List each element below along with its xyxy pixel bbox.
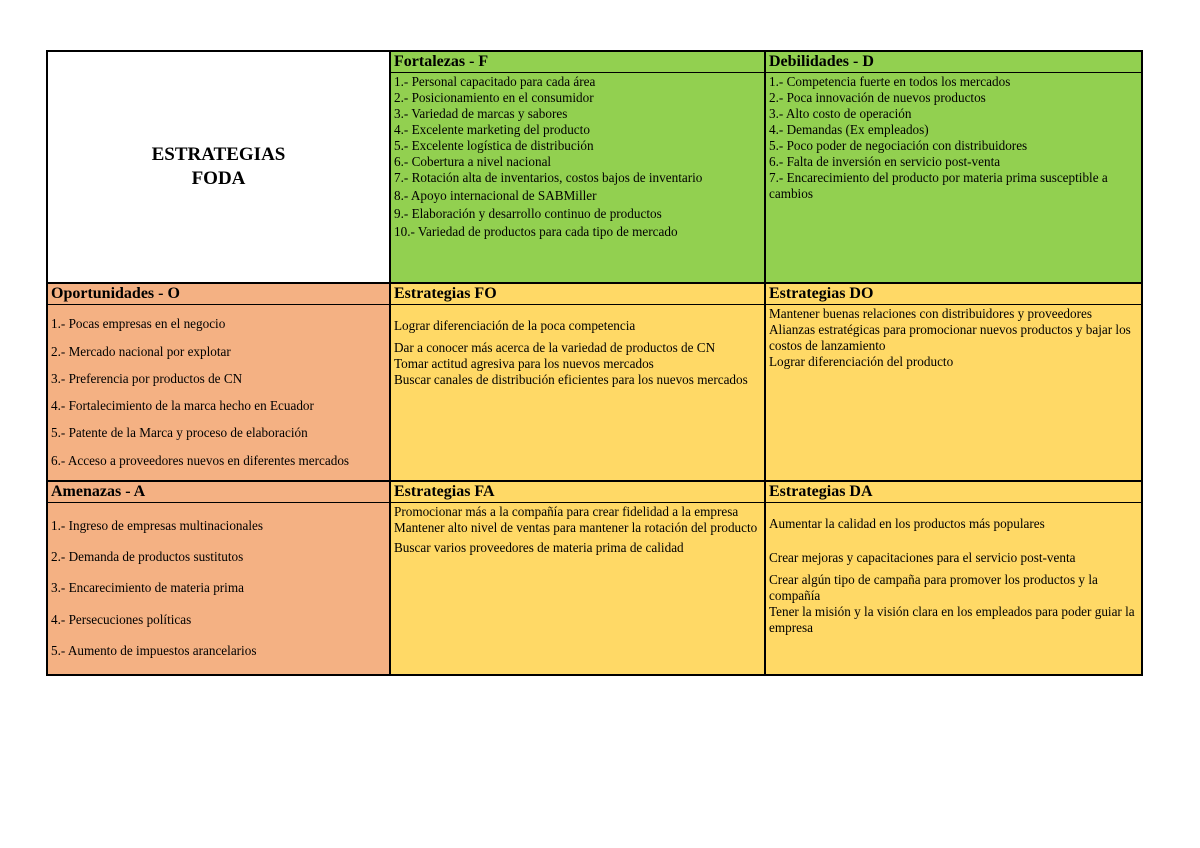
list-item: 5.- Aumento de impuestos arancelarios xyxy=(51,642,257,658)
list-item: 5.- Poco poder de negociación con distribuidores xyxy=(769,138,1028,153)
estrategias-fa-header: Estrategias FA xyxy=(391,482,764,503)
list-item: Crear mejoras y capacitaciones para el servicio post-venta xyxy=(769,550,1076,565)
estrategias-do-cell xyxy=(766,284,1141,482)
list-item: 4.- Persecuciones políticas xyxy=(51,611,192,627)
list-item: Promocionar más a la compañía para crear fidelidad a la empresa xyxy=(394,504,739,519)
title-cell xyxy=(48,52,391,284)
title-line-2: FODA xyxy=(191,168,246,189)
list-item: Aumentar la calidad en los productos más populares xyxy=(769,516,1045,531)
estrategias-fo-cell xyxy=(391,284,766,482)
debilidades-cell xyxy=(766,52,1141,284)
estrategias-fa-cell xyxy=(391,482,766,674)
list-item: 2.- Poca innovación de nuevos productos xyxy=(769,90,986,105)
list-item: 5.- Patente de la Marca y proceso de elaboración xyxy=(51,425,308,441)
estrategias-do-list xyxy=(766,305,1141,480)
list-item: Tener la misión y la visión clara en los empleados para poder guiar la empresa xyxy=(769,604,1135,635)
list-item: 3.- Variedad de marcas y sabores xyxy=(394,106,568,121)
list-item: Dar a conocer más acerca de la variedad de productos de CN xyxy=(394,340,716,355)
list-item: 7.- Encarecimiento del producto por materia prima susceptible a cambios xyxy=(769,170,1108,201)
estrategias-da-cell xyxy=(766,482,1141,674)
estrategias-fo-list xyxy=(391,305,764,480)
list-item: 1.- Competencia fuerte en todos los mercados xyxy=(769,74,1011,89)
list-item: Mantener buenas relaciones con distribuidores y proveedores xyxy=(769,306,1092,321)
list-item: 3.- Encarecimiento de materia prima xyxy=(51,580,244,596)
foda-matrix xyxy=(46,50,1143,676)
estrategias-da-list xyxy=(766,503,1141,674)
list-item: 6.- Falta de inversión en servicio post-venta xyxy=(769,154,1001,169)
list-item: 10.- Variedad de productos para cada tipo de mercado xyxy=(394,224,678,239)
oportunidades-header: Oportunidades - O xyxy=(48,284,389,305)
amenazas-list xyxy=(48,503,389,674)
list-item: 5.- Excelente logística de distribución xyxy=(394,138,594,153)
list-item: 2.- Mercado nacional por explotar xyxy=(51,343,231,359)
list-item: 9.- Elaboración y desarrollo continuo de productos xyxy=(394,206,662,221)
list-item: 4.- Fortalecimiento de la marca hecho en Ecuador xyxy=(51,398,314,414)
estrategias-do-header: Estrategias DO xyxy=(766,284,1141,305)
oportunidades-list xyxy=(48,305,389,480)
estrategias-fa-list xyxy=(391,503,764,674)
estrategias-fo-header: Estrategias FO xyxy=(391,284,764,305)
list-item: 8.- Apoyo internacional de SABMiller xyxy=(394,188,597,203)
list-item: 2.- Posicionamiento en el consumidor xyxy=(394,90,594,105)
list-item: 3.- Alto costo de operación xyxy=(769,106,912,121)
list-item: 7.- Rotación alta de inventarios, costos bajos de inventario xyxy=(394,170,703,185)
fortalezas-cell xyxy=(391,52,766,284)
list-item: 4.- Demandas (Ex empleados) xyxy=(769,122,929,137)
list-item: Lograr diferenciación de la poca competencia xyxy=(394,318,636,333)
list-item: Buscar canales de distribución eficientes para los nuevos mercados xyxy=(394,372,748,387)
list-item: 6.- Cobertura a nivel nacional xyxy=(394,154,552,169)
fortalezas-header: Fortalezas - F xyxy=(391,52,764,73)
list-item: Mantener alto nivel de ventas para mantener la rotación del producto xyxy=(394,520,758,535)
list-item: 3.- Preferencia por productos de CN xyxy=(51,370,243,386)
list-item: Tomar actitud agresiva para los nuevos mercados xyxy=(394,356,654,371)
list-item: Crear algún tipo de campaña para promover los productos y la compañía xyxy=(769,572,1098,603)
list-item: Lograr diferenciación del producto xyxy=(769,354,954,369)
list-item: 1.- Ingreso de empresas multinacionales xyxy=(51,518,264,534)
estrategias-da-header: Estrategias DA xyxy=(766,482,1141,503)
amenazas-header: Amenazas - A xyxy=(48,482,389,503)
list-item: 6.- Acceso a proveedores nuevos en diferentes mercados xyxy=(51,452,350,468)
list-item: 2.- Demanda de productos sustitutos xyxy=(51,549,244,565)
debilidades-list xyxy=(766,73,1141,282)
title-line-1: ESTRATEGIAS xyxy=(151,144,286,165)
list-item: 4.- Excelente marketing del producto xyxy=(394,122,590,137)
list-item: 1.- Personal capacitado para cada área xyxy=(394,74,596,89)
list-item: Buscar varios proveedores de materia prima de calidad xyxy=(394,540,684,555)
oportunidades-cell xyxy=(48,284,391,482)
debilidades-header: Debilidades - D xyxy=(766,52,1141,73)
fortalezas-list xyxy=(391,73,764,282)
list-item: Alianzas estratégicas para promocionar nuevos productos y bajar los costos de lanzamiento xyxy=(769,322,1131,353)
amenazas-cell xyxy=(48,482,391,674)
list-item: 1.- Pocas empresas en el negocio xyxy=(51,316,226,332)
